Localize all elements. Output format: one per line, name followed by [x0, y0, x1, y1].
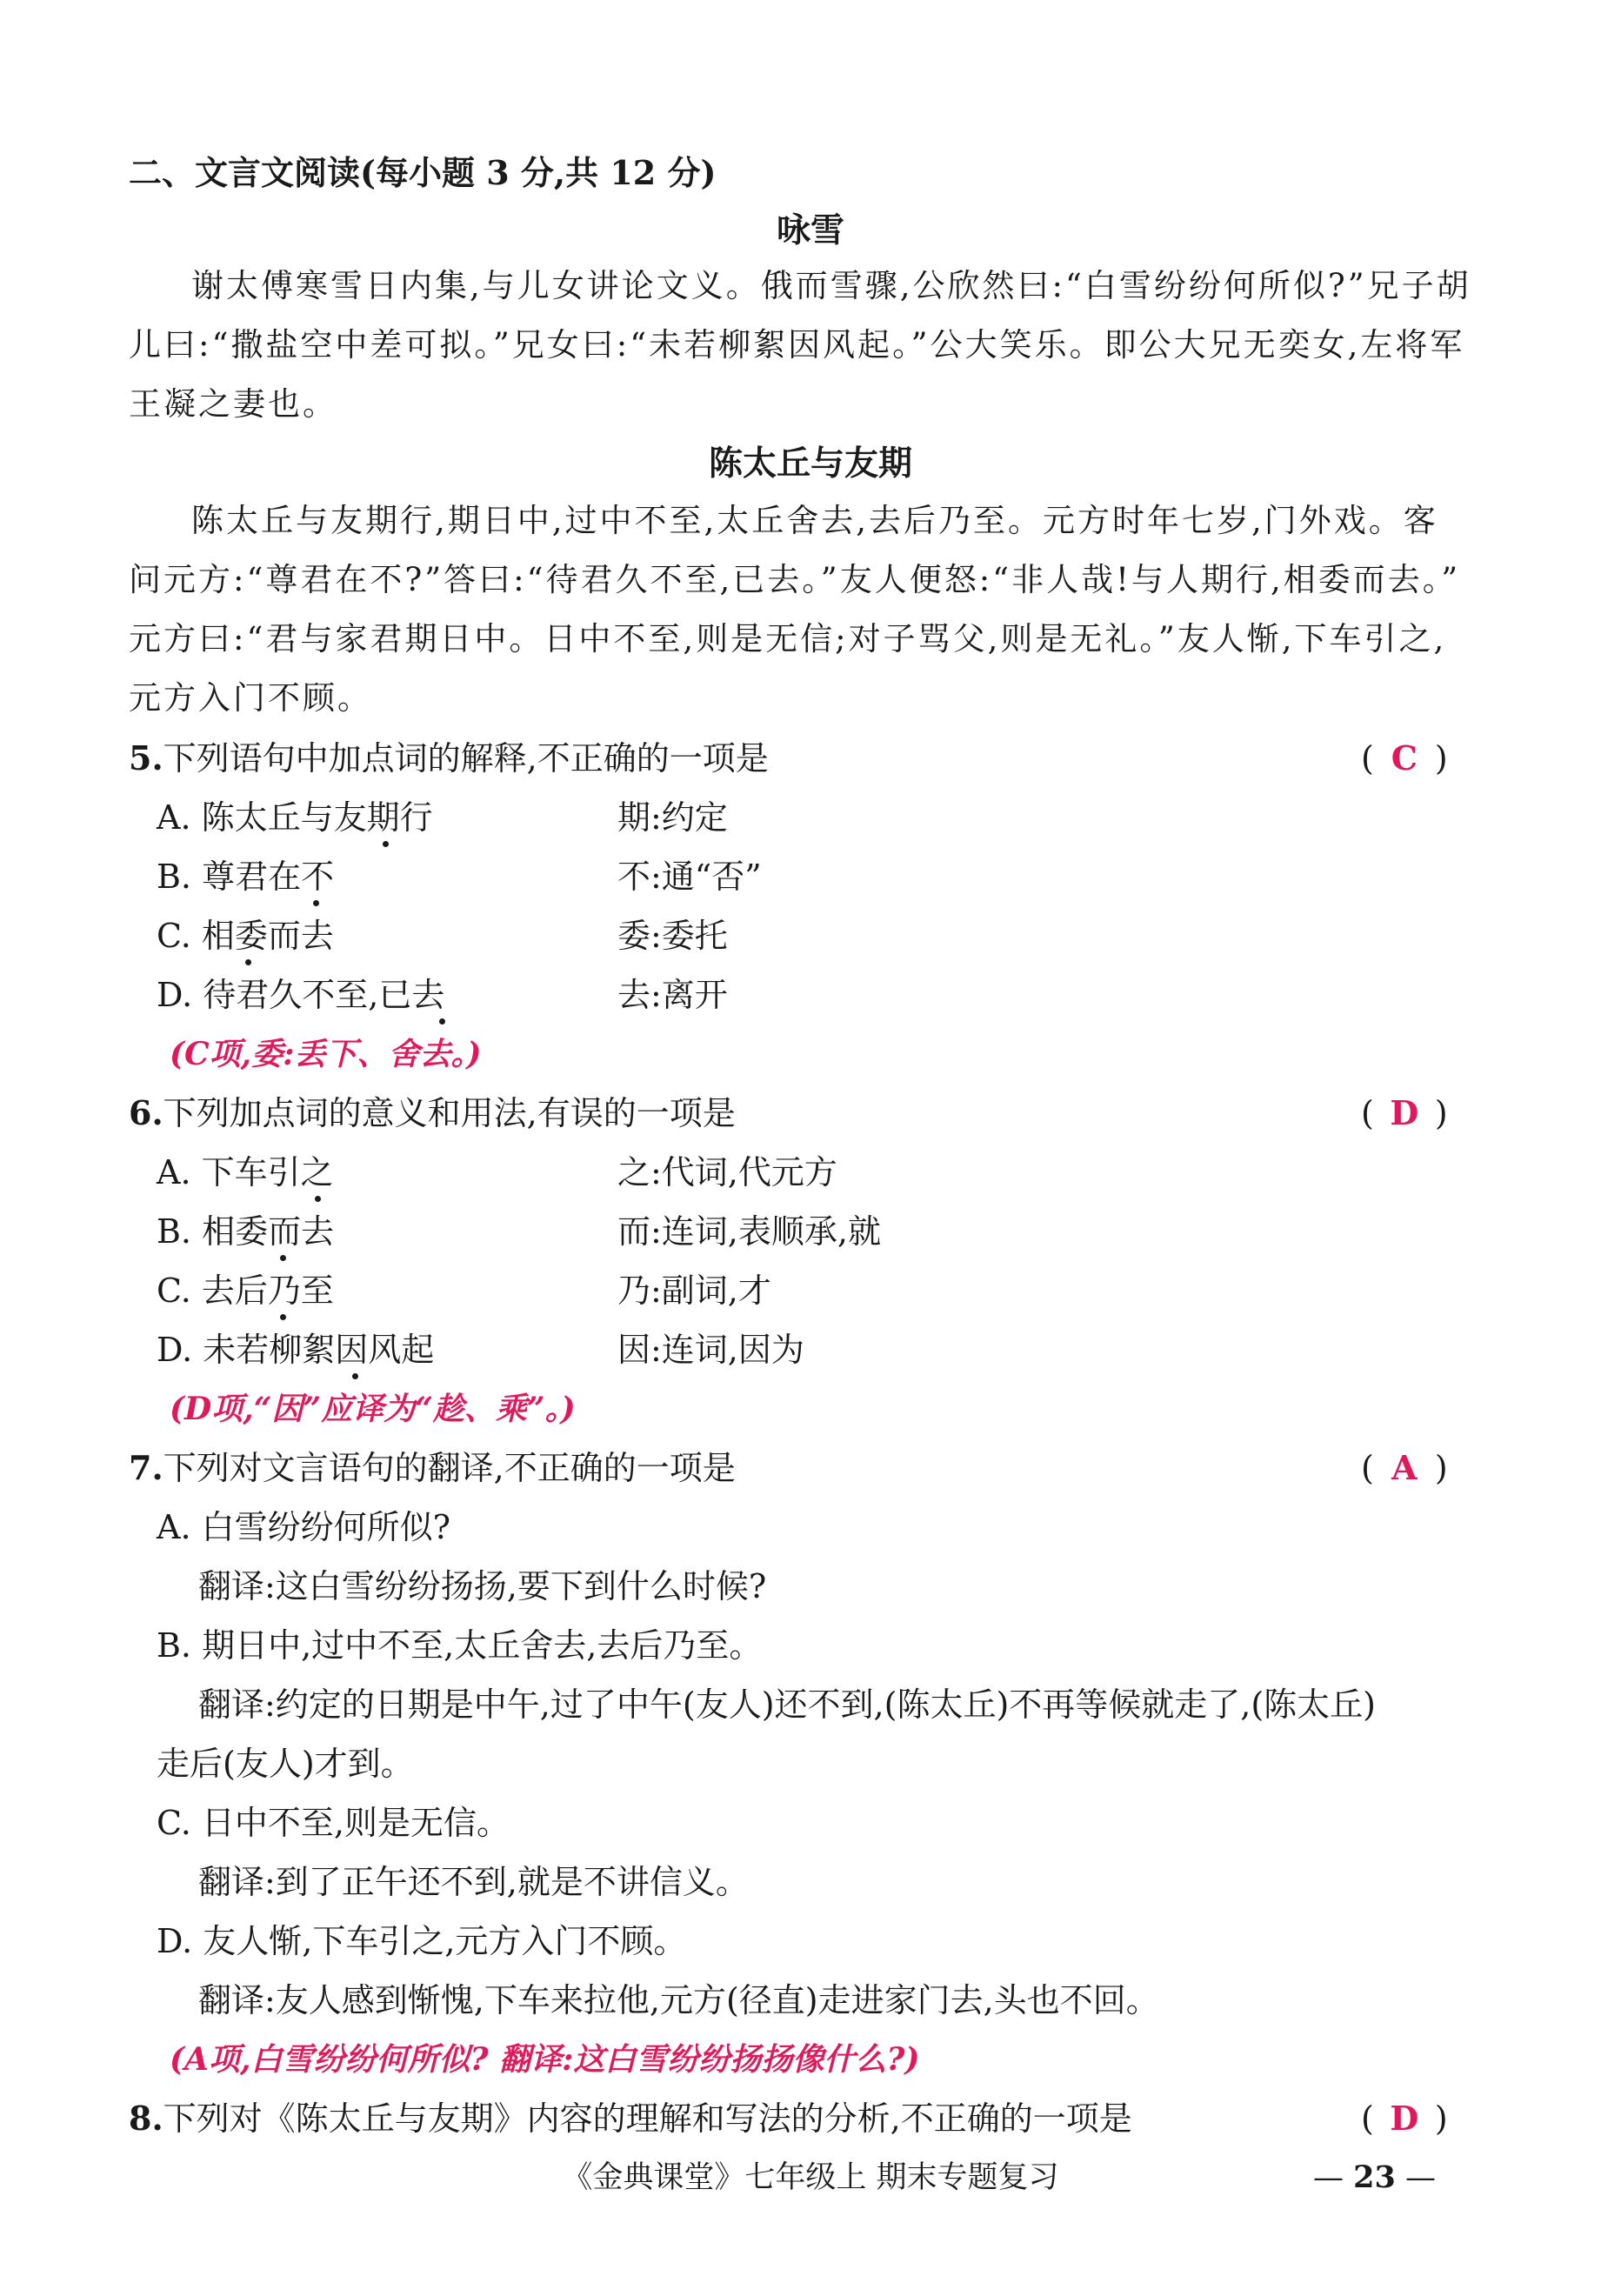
emphasis-dot — [439, 1018, 445, 1025]
question-7-stem: 7.下列对文言语句的翻译,不正确的一项是 — [129, 1448, 736, 1487]
q6-option-c: C. 去后乃至 — [157, 1271, 334, 1310]
q7-option-b-translation: 翻译:约定的日期是中午,过了中午(友人)还不到,(陈太丘)不再等候就走了,(陈太丘) — [198, 1685, 1376, 1724]
passage2-line: 元方曰:“君与家君期日中。日中不至,则是无信;对子骂父,则是无礼。”友人惭,下车引之, — [129, 620, 1447, 657]
question-6-answer: ( D ) — [1361, 1093, 1448, 1132]
q6-option-d-meaning: 因:连词,因为 — [617, 1331, 804, 1369]
emphasis-dot — [280, 1255, 286, 1261]
q5-explanation: (C项,委:丢下、舍去。) — [170, 1036, 482, 1072]
q7-option-b-translation-cont: 走后(友人)才到。 — [157, 1745, 414, 1783]
footer-book-title: 《金典课堂》七年级上 期末专题复习 — [562, 2160, 1059, 2195]
passage1-line: 儿曰:“撒盐空中差可拟。”兄女曰:“未若柳絮因风起。”公大笑乐。即公大兄无奕女,左将军 — [129, 326, 1465, 364]
question-8-answer: ( D ) — [1361, 2099, 1448, 2138]
passage2-line: 元方入门不顾。 — [129, 679, 372, 717]
emphasis-dot — [352, 1373, 358, 1379]
q7-option-d: D. 友人惭,下车引之,元方入门不顾。 — [157, 1922, 687, 1960]
question-5-stem: 5.下列语句中加点词的解释,不正确的一项是 — [129, 738, 769, 778]
q7-option-b: B. 期日中,过中不至,太丘舍去,去后乃至。 — [157, 1626, 763, 1665]
q6-explanation: (D项,“因”应译为“趁、乘”。) — [170, 1391, 576, 1427]
q5-option-b-meaning: 不:通“否” — [617, 858, 762, 896]
q7-option-a: A. 白雪纷纷何所似? — [157, 1508, 450, 1546]
q6-option-d: D. 未若柳絮因风起 — [157, 1331, 435, 1369]
q6-option-b: B. 相委而去 — [157, 1212, 335, 1251]
q6-option-a: A. 下车引之 — [157, 1153, 334, 1191]
q5-option-d: D. 待君久不至,已去 — [157, 976, 445, 1014]
question-5-answer: ( C ) — [1361, 738, 1448, 778]
q7-option-c: C. 日中不至,则是无信。 — [157, 1804, 510, 1842]
passage2-line: 问元方:“尊君在不?”答曰:“待君久不至,已去。”友人便怒:“非人哉!与人期行,相委而去。” — [129, 561, 1461, 598]
emphasis-dot — [313, 900, 319, 906]
q5-option-c-meaning: 委:委托 — [617, 917, 728, 955]
q5-option-c: C. 相委而去 — [157, 917, 334, 955]
q6-option-a-meaning: 之:代词,代元方 — [617, 1153, 837, 1191]
passage2-line: 陈太丘与友期行,期日中,过中不至,太丘舍去,去后乃至。元方时年七岁,门外戏。客 — [191, 502, 1438, 539]
question-6-stem: 6.下列加点词的意义和用法,有误的一项是 — [129, 1093, 736, 1132]
question-7-answer: ( A ) — [1361, 1448, 1448, 1487]
page-number: — 23 — — [1313, 2159, 1436, 2195]
q5-option-d-meaning: 去:离开 — [617, 976, 728, 1014]
q7-option-c-translation: 翻译:到了正午还不到,就是不讲信义。 — [198, 1863, 749, 1901]
section-heading: 二、文言文阅读(每小题 3 分,共 12 分) — [129, 153, 717, 192]
q5-option-a: A. 陈太丘与友期行 — [157, 798, 433, 837]
q5-option-b: B. 尊君在不 — [157, 858, 335, 896]
emphasis-dot — [245, 959, 251, 965]
passage1-title: 咏雪 — [776, 210, 844, 250]
q7-option-d-translation: 翻译:友人感到惭愧,下车来拉他,元方(径直)走进家门去,头也不回。 — [198, 1981, 1159, 2019]
q6-option-b-meaning: 而:连词,表顺承,就 — [617, 1212, 881, 1251]
passage2-title: 陈太丘与友期 — [708, 444, 912, 484]
emphasis-dot — [315, 1196, 321, 1202]
emphasis-dot — [383, 841, 389, 847]
q7-option-a-translation: 翻译:这白雪纷纷扬扬,要下到什么时候? — [198, 1567, 767, 1605]
passage1-line: 王凝之妻也。 — [129, 385, 337, 423]
q7-explanation: (A项,白雪纷纷何所似? 翻译:这白雪纷纷扬扬像什么?) — [170, 2041, 920, 2078]
emphasis-dot — [280, 1314, 286, 1320]
q5-option-a-meaning: 期:约定 — [617, 798, 728, 837]
passage1-line: 谢太傅寒雪日内集,与儿女讲论文义。俄而雪骤,公欣然曰:“白雪纷纷何所似?”兄子胡 — [191, 267, 1471, 304]
q6-option-c-meaning: 乃:副词,才 — [617, 1271, 771, 1310]
question-8-stem: 8.下列对《陈太丘与友期》内容的理解和写法的分析,不正确的一项是 — [129, 2099, 1132, 2138]
